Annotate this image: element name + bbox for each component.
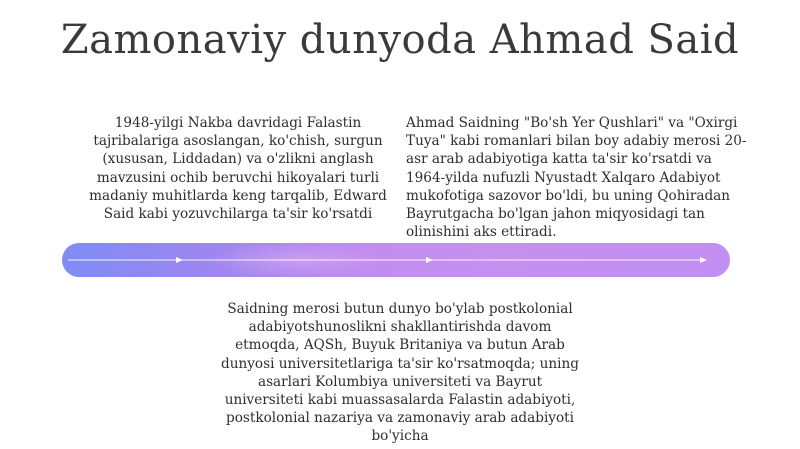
timeline-bar bbox=[62, 243, 730, 277]
arrow-right-icon bbox=[426, 257, 433, 263]
paragraph-right: Ahmad Saidning "Bo'sh Yer Qushlari" va "Oxirgi Tuya" kabi romanlari bilan boy adabiy merosi 20-asr arab adabiyotiga katta ta'sir ko'rsatdi va 1964-yilda nufuzli Nyustadt Xalqaro Adabiyot mukofotiga sazovor bo'ldi, bu uning Qohiradan Bayrutgacha bo'lgan jahon miqyosidagi tan olinishini aks ettiradi. bbox=[406, 115, 747, 241]
arrow-right-icon bbox=[176, 257, 183, 263]
paragraph-left: 1948-yilgi Nakba davridagi Falastin tajribalariga asoslangan, ko'chish, surgun (xususan, Liddadan) va o'zlikni anglash mavzusini ochib beruvchi hikoyalari turli madaniy muhitlarda keng tarqalib, Edward Said kabi yozuvchilarga ta'sir ko'rsatdi bbox=[89, 115, 387, 223]
arrow-right-icon bbox=[700, 257, 707, 263]
timeline-arrows bbox=[62, 243, 730, 277]
paragraph-bottom: Saidning merosi butun dunyo bo'ylab postkolonial adabiyotshunoslikni shakllantirishda davom etmoqda, AQSh, Buyuk Britaniya va butun Arab dunyosi universitetlariga ta'sir ko'rsatmoqda; uning asarlari Kolumbiya universiteti va Bayrut universiteti kabi muassasalarda Falastin adabiyoti, postkolonial nazariya va zamonaviy arab adabiyoti bo'yicha bbox=[221, 301, 579, 445]
slide-title: Zamonaviy dunyoda Ahmad Said bbox=[60, 17, 740, 63]
